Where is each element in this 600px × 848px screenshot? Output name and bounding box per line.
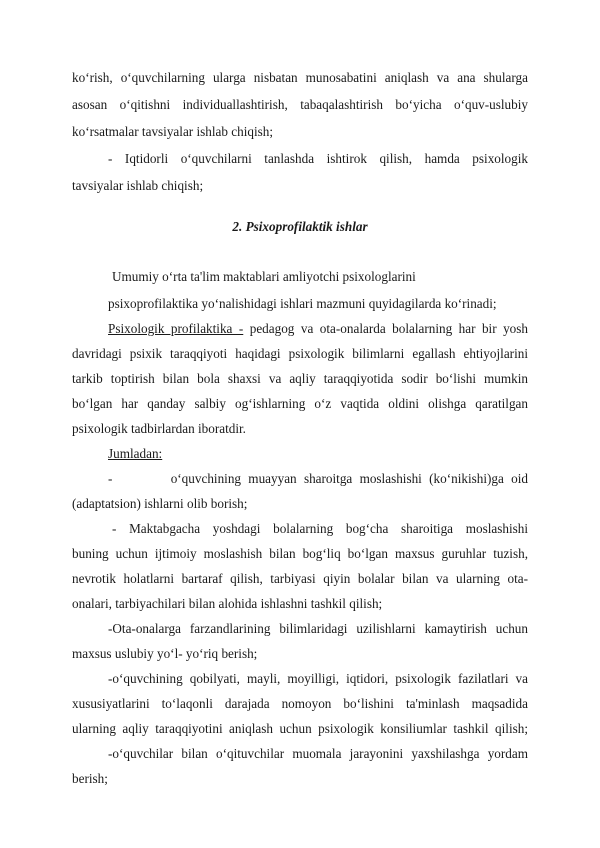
definition-line: davridagi psixik taraqqiyoti haqidagi psixologik bilimlarni egallash ehtiyojlarini [72, 346, 528, 361]
list-item-line: -o‘quvchining qobilyati, mayli, moyilligi, iqtidori, psixologik fazilatlari va [108, 671, 528, 686]
list-item-line: xususiyatlarini to‘laqonli darajada nomoyon bo‘lishini ta'minlash maqsadida [72, 696, 528, 711]
definition-term: Psixologik profilaktika - [108, 321, 244, 336]
list-item-line: buning uchun ijtimoiy moslashish bilan bog‘liq bo‘lgan maxsus guruhlar tuzish, [72, 546, 528, 561]
paragraph-line: - Iqtidorli o‘quvchilarni tanlashda ishtirok qilish, hamda psixologik [108, 151, 528, 166]
section-intro-line: Umumiy o‘rta ta'lim maktablari amliyotchi psixologlarini [112, 269, 416, 284]
paragraph-line: tavsiyalar ishlab chiqish; [72, 178, 204, 193]
paragraph-line: ko‘rsatmalar tavsiyalar ishlab chiqish; [72, 124, 274, 139]
list-item-line: (adaptatsion) ishlarni olib borish; [72, 496, 248, 511]
list-intro-text: Jumladan: [108, 446, 163, 461]
paragraph-line: asosan o‘qitishni individuallashtirish, tabaqalashtirish bo‘yicha o‘quv-uslubiy [72, 97, 528, 112]
list-item-line: -Ota-onalarga farzandlarining bilimlaridagi uzilishlarni kamaytirish uchun [108, 621, 528, 636]
definition-line: psixologik tadbirlardan iboratdir. [72, 421, 246, 436]
list-item-line: - Maktabgacha yoshdagi bolalarning bog‘cha sharoitiga moslashishi [112, 521, 528, 536]
list-item-line: nevrotik holatlarni bartaraf qilish, tarbiyasi qiyin bolalar bilan va ularning ota- [72, 571, 528, 586]
list-item-line: maxsus uslubiy yo‘l- yo‘riq berish; [72, 646, 258, 661]
list-intro [108, 445, 528, 462]
paragraph-line: ko‘rish, o‘quvchilarning ularga nisbatan munosabatini aniqlash va ana shularga [72, 70, 528, 85]
definition-line: bo‘lgan har qanday salbiy og‘ishlarning o‘z vaqtida oldini olishga qaratilgan [72, 396, 528, 411]
list-item-line: berish; [72, 771, 108, 786]
definition-text: pedagog va ota-onalarda bolalarning har bir yosh [243, 321, 528, 336]
definition-first-line [108, 320, 528, 337]
list-item-line: ularning aqliy taraqqiyotini aniqlash uchun psixologik konsiliumlar tashkil qilish; [72, 721, 528, 736]
section-title: 2. Psixoprofilaktik ishlar [232, 219, 368, 234]
list-item-line: - o‘quvchining muayyan sharoitga moslashishi (ko‘nikishi)ga oid [108, 471, 528, 486]
definition-line: tarkib toptirish bilan bola shaxsi va aqliy taraqqiyotida sodir bo‘lishi mumkin [72, 371, 528, 386]
list-item-line: -o‘quvchilar bilan o‘qituvchilar muomala jarayonini yaxshilashga yordam [108, 746, 528, 761]
list-item-line: onalari, tarbiyachilari bilan alohida ishlashni tashkil qilish; [72, 596, 383, 611]
section-intro-line: psixoprofilaktika yo‘nalishidagi ishlari mazmuni quyidagilarda ko‘rinadi; [108, 296, 497, 311]
